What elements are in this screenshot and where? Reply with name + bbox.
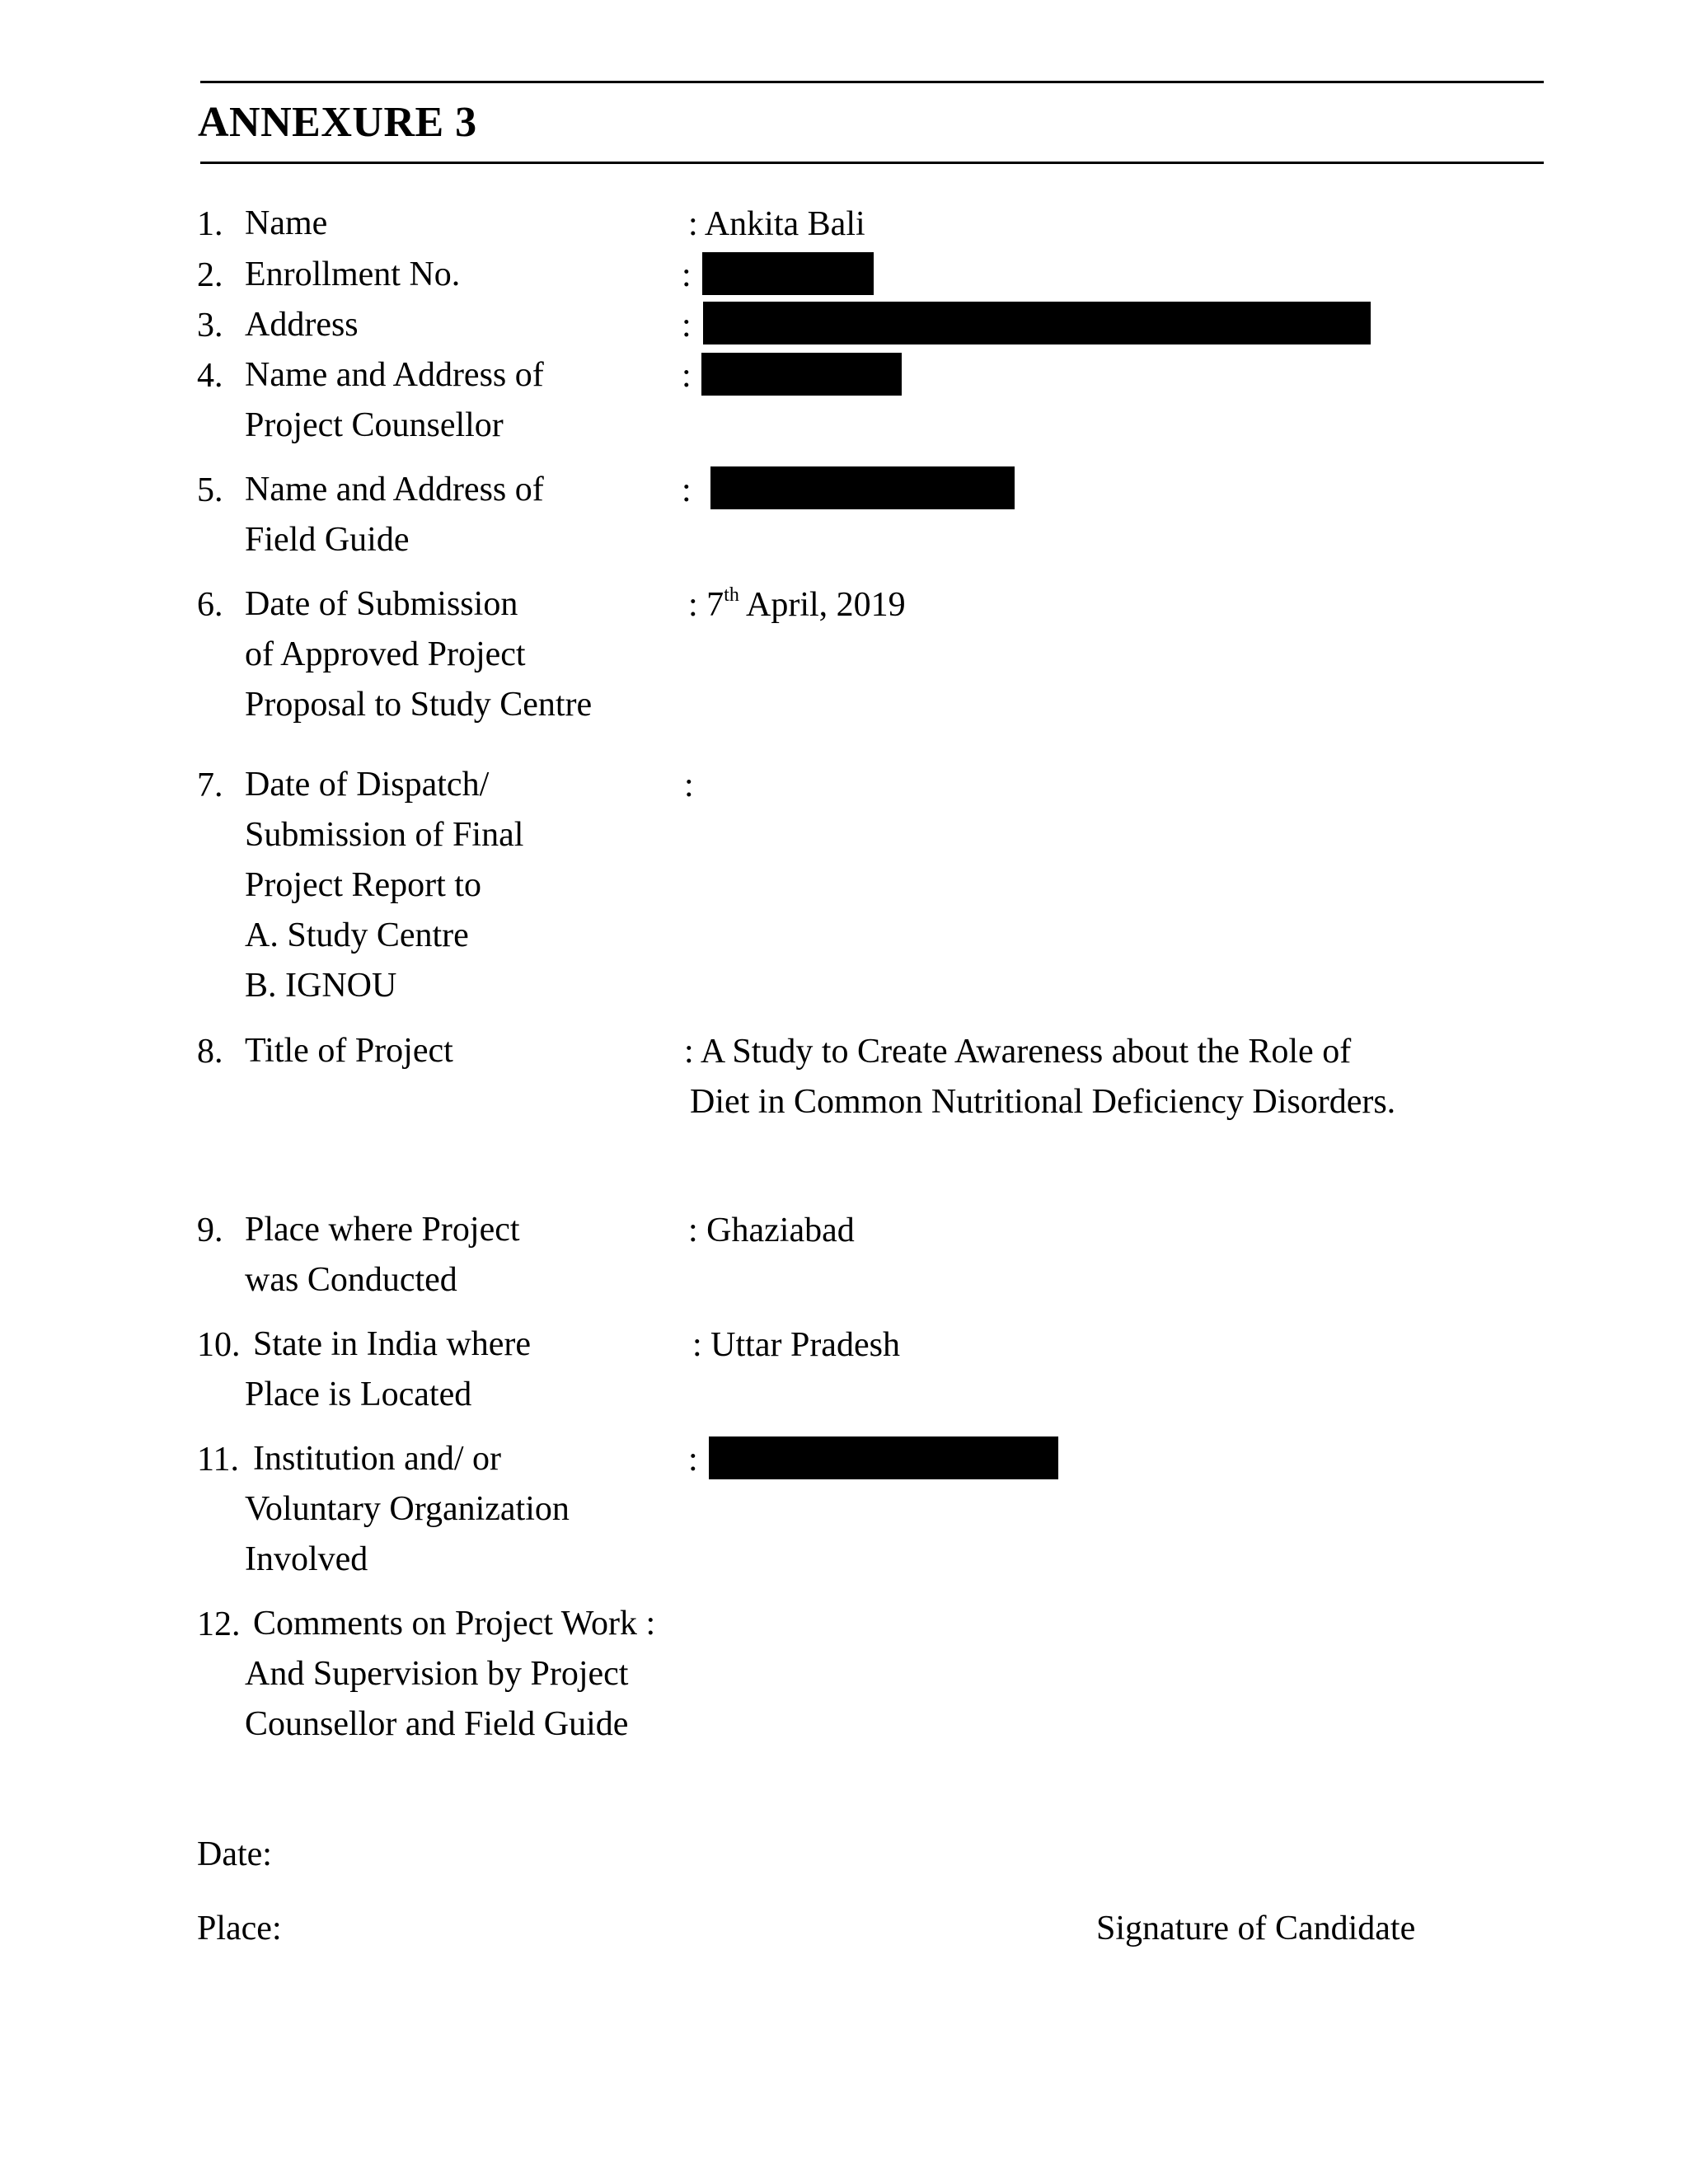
redaction-enrollment [702, 252, 874, 295]
item-number: 3. [197, 307, 223, 344]
item-number: 4. [197, 357, 223, 395]
item-label-title: Title of Project [245, 1032, 453, 1070]
item-label-dispatch: Date of Dispatch/ [245, 766, 490, 804]
item-label-dispatch: Project Report to [245, 866, 481, 904]
item-value-state: : Uttar Pradesh [692, 1326, 900, 1364]
item-number: 2. [197, 256, 223, 294]
top-rule [200, 81, 1544, 83]
item-label-place: Place where Project [245, 1211, 520, 1249]
place-label: Place: [197, 1910, 282, 1947]
item-label-dispatch: B. IGNOU [245, 967, 397, 1005]
redaction-institution [709, 1436, 1058, 1479]
item-number: 7. [197, 766, 223, 804]
date-label: Date: [197, 1835, 272, 1873]
item-number: 5. [197, 471, 223, 509]
item-value-enrollment-colon: : [682, 256, 692, 294]
item-value-address-colon: : [682, 307, 692, 344]
date-prefix: : 7 [688, 586, 724, 624]
item-label-dispatch: A. Study Centre [245, 916, 469, 954]
item-label-comments: And Supervision by Project [245, 1655, 629, 1693]
item-label-comments: Counsellor and Field Guide [245, 1705, 629, 1743]
item-value-submission-date [688, 579, 906, 630]
item-value-title: Diet in Common Nutritional Deficiency Disorders. [690, 1083, 1396, 1121]
signature-label: Signature of Candidate [1096, 1910, 1416, 1947]
redaction-address [703, 302, 1371, 344]
item-number: 8. [197, 1033, 223, 1071]
bottom-rule [200, 162, 1544, 164]
item-number: 6. [197, 586, 223, 624]
item-label-state: Place is Located [245, 1376, 472, 1413]
item-label-counsellor: Project Counsellor [245, 406, 504, 444]
item-label-submission: Proposal to Study Centre [245, 686, 593, 724]
item-value-dispatch-colon: : [684, 766, 694, 804]
item-label-institution: Voluntary Organization [245, 1490, 570, 1528]
item-label-state: State in India where [253, 1325, 532, 1363]
item-value-title: : A Study to Create Awareness about the Role of [684, 1033, 1352, 1071]
date-suffix: April, 2019 [738, 586, 906, 624]
item-label-submission: Date of Submission [245, 585, 518, 623]
redaction-counsellor [701, 353, 902, 396]
item-number: 9. [197, 1212, 223, 1249]
item-label-place: was Conducted [245, 1261, 457, 1299]
item-value-counsellor-colon: : [682, 357, 692, 395]
page-title: ANNEXURE 3 [198, 99, 477, 146]
item-value-name: : Ankita Bali [688, 205, 865, 243]
redaction-field-guide [710, 466, 1015, 509]
item-label-institution: Institution and/ or [253, 1440, 501, 1478]
item-label-institution: Involved [245, 1540, 368, 1578]
item-number: 1. [197, 205, 223, 243]
item-label-field-guide: Name and Address of [245, 471, 544, 509]
item-label-counsellor: Name and Address of [245, 356, 544, 394]
item-number: 10. [197, 1326, 241, 1364]
item-label-enrollment: Enrollment No. [245, 255, 461, 293]
item-label-field-guide: Field Guide [245, 521, 410, 559]
item-number: 12. [197, 1605, 241, 1643]
item-number: 11. [197, 1441, 239, 1479]
item-label-dispatch: Submission of Final [245, 816, 524, 854]
item-value-institution-colon: : [688, 1441, 698, 1479]
item-label-name: Name [245, 204, 328, 242]
date-ordinal: th [724, 584, 739, 606]
item-value-place: : Ghaziabad [688, 1212, 855, 1249]
item-label-address: Address [245, 306, 359, 344]
item-value-field-guide-colon: : [682, 471, 692, 509]
item-label-comments: Comments on Project Work : [253, 1605, 656, 1643]
item-label-submission: of Approved Project [245, 635, 526, 673]
